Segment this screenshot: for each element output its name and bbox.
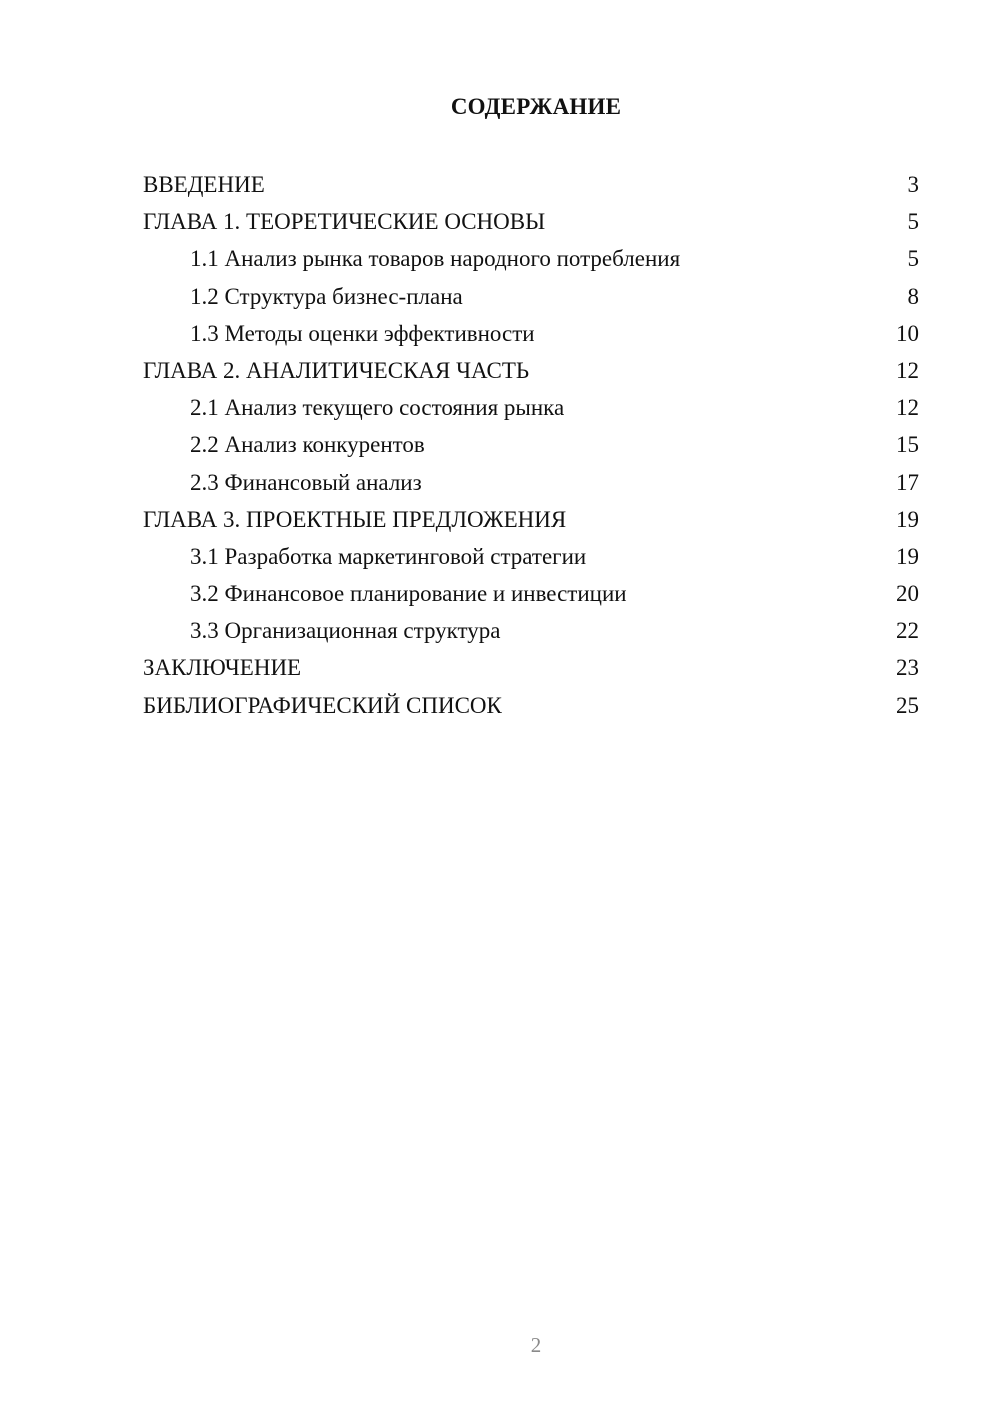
toc-entry-section-3-1[interactable] (143, 538, 919, 575)
toc-entry-page: 22 (896, 618, 919, 644)
toc-entry-introduction[interactable] (143, 166, 919, 203)
toc-entry-section-2-3[interactable] (143, 464, 919, 501)
toc-entry-chapter-2[interactable] (143, 352, 919, 389)
toc-entry-page: 8 (907, 283, 919, 309)
page-number: 2 (530, 1333, 542, 1357)
toc-entry-page: 25 (896, 692, 919, 718)
toc-entry-section-2-1[interactable] (143, 389, 919, 426)
toc-entry-page: 12 (896, 395, 919, 421)
toc-entry-title: ГЛАВА 2. АНАЛИТИЧЕСКАЯ ЧАСТЬ (143, 357, 530, 383)
toc-entry-title: 3.1 Разработка маркетинговой стратегии (190, 543, 587, 569)
toc-entry-page: 19 (896, 506, 919, 532)
toc-entry-title: ГЛАВА 3. ПРОЕКТНЫЕ ПРЕДЛОЖЕНИЯ (143, 506, 567, 532)
toc-entry-title: 1.3 Методы оценки эффективности (190, 320, 535, 346)
toc-entry-title: 2.2 Анализ конкурентов (190, 432, 425, 458)
toc-entry-title: 1.2 Структура бизнес-плана (190, 283, 463, 309)
toc-entry-page: 5 (907, 209, 919, 235)
toc-entry-page: 20 (896, 581, 919, 607)
toc-entry-bibliography[interactable] (143, 687, 919, 724)
toc-entry-title: ВВЕДЕНИЕ (143, 172, 265, 197)
toc-entry-page: 10 (896, 320, 919, 346)
toc-entry-title: 3.2 Финансовое планирование и инвестиции (190, 581, 627, 607)
toc-entry-section-3-3[interactable] (143, 612, 919, 649)
toc-entry-page: 5 (907, 246, 919, 272)
toc-entry-page: 17 (896, 469, 919, 495)
toc-entry-title: 2.3 Финансовый анализ (190, 469, 422, 495)
toc-entry-title: 3.3 Организационная структура (190, 618, 501, 644)
toc-entry-section-1-2[interactable] (143, 278, 919, 315)
toc-entry-title: 1.1 Анализ рынка товаров народного потребления (190, 246, 681, 272)
toc-entry-title: ГЛАВА 1. ТЕОРЕТИЧЕСКИЕ ОСНОВЫ (143, 209, 546, 235)
toc-entry-chapter-1[interactable] (143, 203, 919, 240)
table-of-contents (143, 166, 919, 724)
toc-entry-page: 23 (896, 655, 919, 681)
toc-entry-chapter-3[interactable] (143, 501, 919, 538)
toc-entry-page: 3 (907, 172, 919, 197)
toc-entry-title: ЗАКЛЮЧЕНИЕ (143, 655, 302, 681)
toc-entry-title: БИБЛИОГРАФИЧЕСКИЙ СПИСОК (143, 692, 502, 718)
toc-entry-page: 19 (896, 543, 919, 569)
toc-entry-page: 12 (896, 357, 919, 383)
toc-entry-section-2-2[interactable] (143, 426, 919, 463)
toc-entry-page: 15 (896, 432, 919, 458)
toc-entry-conclusion[interactable] (143, 649, 919, 686)
toc-entry-section-1-1[interactable] (143, 240, 919, 277)
toc-entry-section-1-3[interactable] (143, 315, 919, 352)
page-title: СОДЕРЖАНИЕ (450, 94, 622, 119)
toc-entry-title: 2.1 Анализ текущего состояния рынка (190, 395, 565, 421)
toc-entry-section-3-2[interactable] (143, 575, 919, 612)
